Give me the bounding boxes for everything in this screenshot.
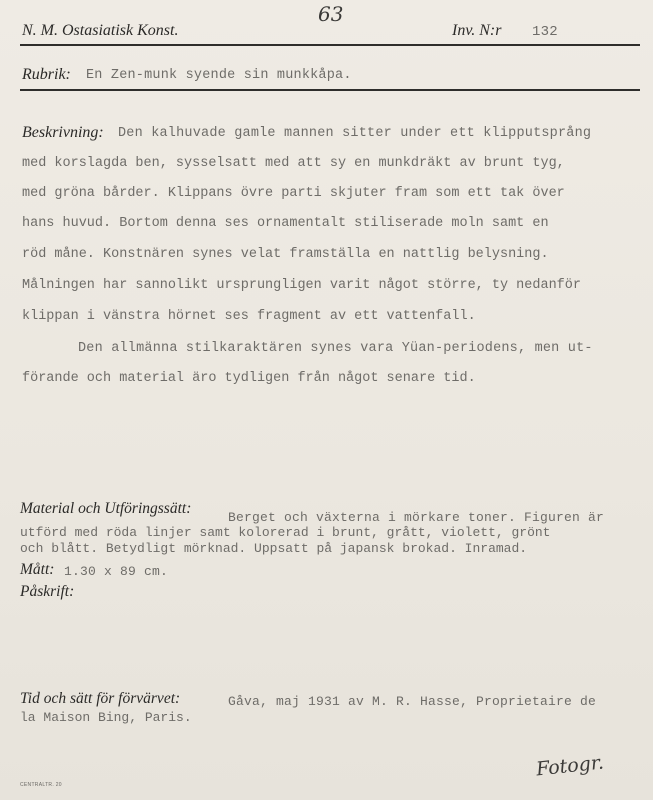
beskrivning-para2-line: Den allmänna stilkaraktären synes vara Yüan-periodens, men ut- (78, 341, 593, 356)
institution-title: N. M. Ostasiatisk Konst. (22, 22, 179, 39)
rubrik-label: Rubrik: (22, 66, 71, 83)
rubrik-value: En Zen-munk syende sin munkkåpa. (86, 68, 352, 83)
beskrivning-line: klippan i vänstra hörnet ses fragment av ett vattenfall. (22, 309, 476, 324)
header-rule (20, 44, 640, 46)
paskrift-label: Påskrift: (20, 583, 75, 600)
handwritten-note: Fotogr. (535, 751, 605, 781)
page-number: 63 (318, 2, 344, 26)
matt-label: Mått: (20, 561, 55, 578)
rubrik-rule (20, 89, 640, 91)
material-first-line: Berget och växterna i mörkare toner. Figuren är (228, 510, 605, 525)
inv-label: Inv. N:r (452, 22, 502, 39)
beskrivning-label: Beskrivning: (22, 124, 104, 141)
inv-number: 132 (532, 24, 558, 40)
matt-value: 1.30 x 89 cm. (64, 564, 169, 579)
printer-mark: CENTRALTR. 20 (20, 782, 62, 788)
tid-line: la Maison Bing, Paris. (20, 710, 192, 725)
beskrivning-line: med gröna bårder. Klippans övre parti skjuter fram som ett tak över (22, 186, 565, 201)
beskrivning-line: röd måne. Konstnären synes velat framställa en nattlig belysning. (22, 247, 549, 262)
material-line: utförd med röda linjer samt kolorerad i brunt, grått, violett, grönt (20, 525, 551, 540)
beskrivning-para2-line: förande och material äro tydligen från något senare tid. (22, 371, 476, 386)
material-line: och blått. Betydligt mörknad. Uppsatt på japansk brokad. Inramad. (20, 541, 528, 556)
tid-first-line: Gåva, maj 1931 av M. R. Hasse, Proprietaire de (228, 694, 597, 709)
beskrivning-line: hans huvud. Bortom denna ses ornamentalt stiliserade moln samt en (22, 216, 549, 231)
material-label: Material och Utföringssätt: (20, 500, 192, 517)
beskrivning-line: Målningen har sannolikt ursprungligen varit något större, ty nedanför (22, 278, 581, 293)
beskrivning-line: med korslagda ben, sysselsatt med att sy en munkdräkt av brunt tyg, (22, 156, 565, 171)
tid-label: Tid och sätt för förvärvet: (20, 690, 181, 707)
beskrivning-first-line: Den kalhuvade gamle mannen sitter under ett klipputsprång (118, 126, 592, 141)
